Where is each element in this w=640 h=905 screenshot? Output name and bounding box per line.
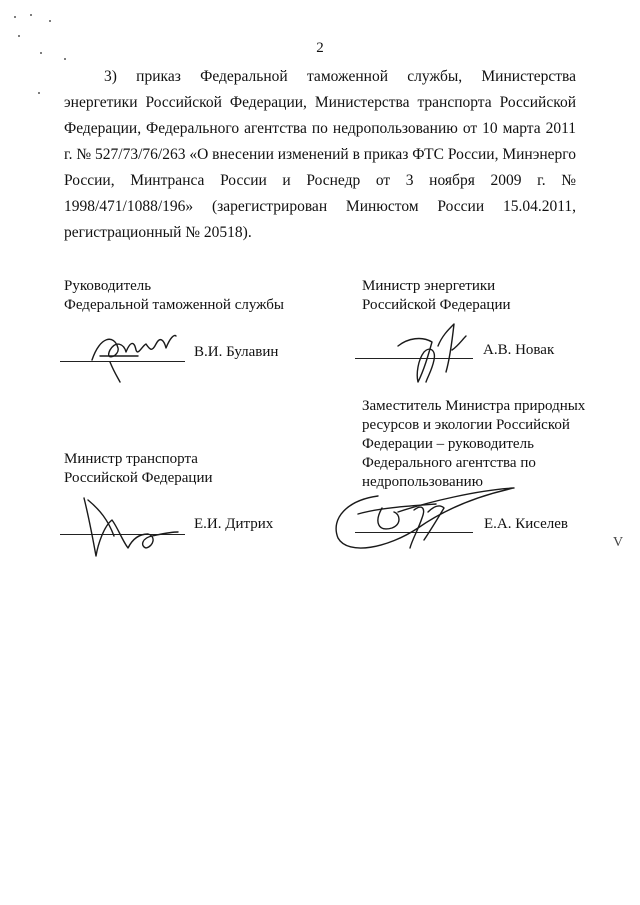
scan-speck [49,20,51,22]
scan-speck [18,35,20,37]
title-line: недропользованию [362,474,483,490]
title-line: Руководитель [64,278,152,294]
handwritten-signature [80,326,200,386]
title-line: Российской Федерации [362,297,511,313]
signatory-name: А.В. Новак [483,342,555,358]
margin-mark: V [613,535,624,550]
title-line: Заместитель Министра природных [362,398,586,414]
signatory-title [64,450,213,488]
scan-speck [38,92,40,94]
title-line: Министр энергетики [362,278,496,294]
title-line: Российской Федерации [64,470,213,486]
title-line: Федерального агентства по [362,455,536,471]
document-paragraph [64,64,576,246]
scan-speck [64,58,66,60]
title-line: Федерации – руководитель [362,436,534,452]
signatory-name: Е.А. Киселев [484,516,569,532]
page-number: 2 [316,40,324,56]
signatory-name: Е.И. Дитрих [194,516,274,532]
paragraph-text: 3) приказ Федеральной таможенной службы, Министерства энергетики Российской Федерации, Министерства транспорта Российской Федерации, Федерального агентства по недропользованию от 10 марта 2011 г. № 527/73/76/263 «О внесении изменений в приказ ФТС России, Минэнерго России, Минтранса России и Роснедр от 3 ноября 2009 г. № 1998/471/1088/196» (зарегистрирован Минюстом России 15.04.2011, регистрационный № 20518). [64,68,576,241]
signatory-title [362,277,511,315]
signatory-name: В.И. Булавин [194,344,279,360]
title-line: Федеральной таможенной службы [64,297,285,313]
scan-speck [14,16,16,18]
handwritten-signature [388,316,478,396]
handwritten-signature [58,490,188,570]
title-line: Министр транспорта [64,451,198,467]
title-line: ресурсов и экологии Российской [362,417,570,433]
signatory-title [64,277,284,315]
scan-speck [30,14,32,16]
